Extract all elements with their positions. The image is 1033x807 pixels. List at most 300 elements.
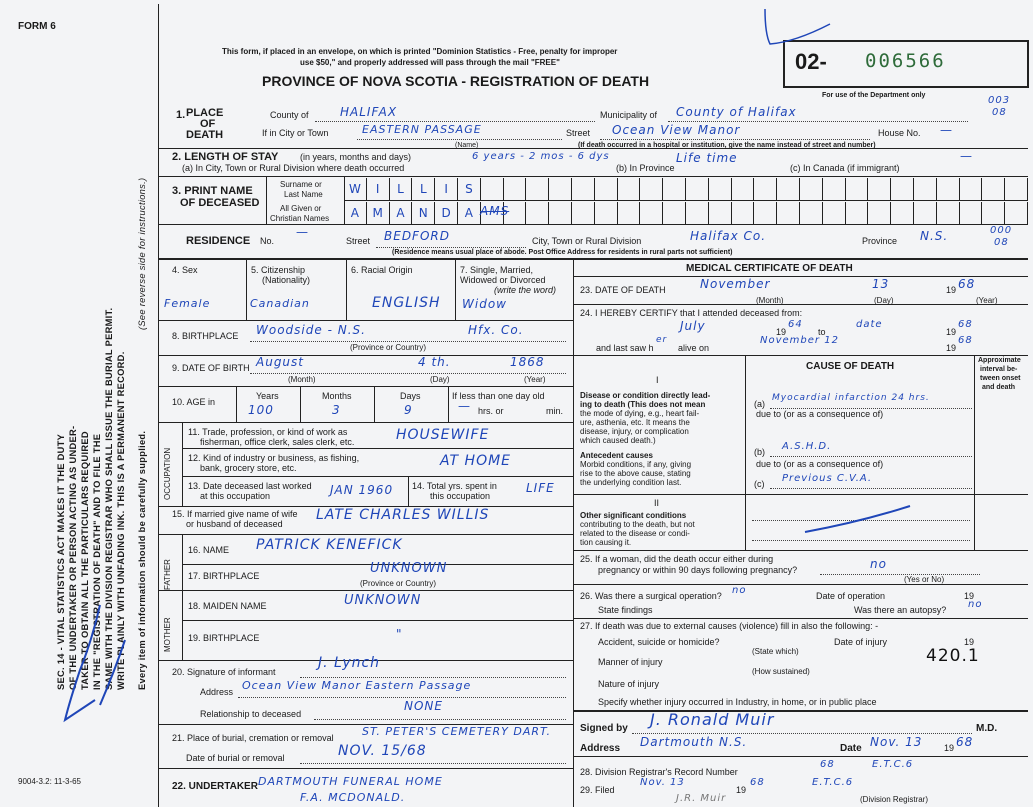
residence-label: RESIDENCE [186,235,251,247]
reg-number: 006566 [865,50,946,72]
occupation-value: HOUSEWIFE [396,427,490,443]
given-letter: A [464,206,473,220]
alive-yr: 68 [958,335,973,346]
age-years-label: Years [256,391,279,401]
surname-cell [640,178,663,200]
f1-death: DEATH [186,129,224,141]
given-letter: N [418,206,428,220]
res-city-label: City, Town or Rural Division [532,236,642,246]
f1-num: 1. [176,109,186,121]
roman-2: II [654,498,660,508]
father-vertical: FATHER [163,559,172,590]
age-sep3 [374,386,375,422]
f2b-label: (b) In Province [616,163,675,173]
f20a-line [300,677,566,678]
age-hrs-value: — [458,399,471,413]
rule-13 [158,590,573,591]
r47-sep1 [246,258,247,320]
occupation-vertical: OCCUPATION [163,447,172,500]
f2a-label: (a) In City, Town or Rural Division where death occurred [182,163,405,173]
f15a-label: 15. If married give name of wife [172,509,298,519]
surname-letter: I [375,182,380,196]
f12a-label: 12. Kind of industry or business, as fishing, [188,453,360,463]
surname-cell [412,178,435,200]
f2c-label: (c) In Canada (if immigrant) [790,163,900,173]
approx-3: tween onset [980,375,1021,382]
name-mid-rule [344,200,1028,201]
dob-month-note: (Month) [288,375,316,384]
reg-prefix: 02- [795,49,827,74]
house-no-label: House No. [878,128,921,138]
how-sustained-note: (How sustained) [752,667,810,676]
surname-cell [846,178,869,200]
antecedent-2: Morbid conditions, if any, giving [580,460,692,469]
total-years-value: LIFE [526,481,555,495]
surname-cell [526,178,549,200]
other-4: tion causing it. [580,538,632,547]
surname-cell [1005,178,1028,200]
center-divider [573,258,574,807]
given-cell [777,202,800,224]
rule-6 [158,386,573,387]
surname-cell [823,178,846,200]
mail-notice-1: This form, if placed in an envelope, on which is printed "Dominion Statistics - Free, penalty for improper [222,47,618,56]
f20b-label: Address [200,687,234,697]
county-line [315,121,595,122]
house-no-value: — [940,123,953,137]
f13b-label: at this occupation [200,491,271,501]
res-province-value: N.S. [920,229,949,243]
autopsy-value: no [968,599,983,610]
county-value: HALIFAX [340,105,398,119]
surname-cell [686,178,709,200]
given-cell [344,202,367,224]
f7-label: 7. Single, Married, [460,265,534,275]
surname-letter-boxes [344,178,1028,200]
f2-label: 2. LENGTH OF STAY [172,151,279,163]
sidebar-line-2: OF THE UNDERTAKER OR PERSON ACTING AS UNDER- [68,425,78,690]
given-cell [412,202,435,224]
sign-yr: 68 [956,735,974,749]
informant-address: Ocean View Manor Eastern Passage [242,679,472,692]
signed-line [632,733,972,734]
age-years-value: 100 [248,403,274,417]
f24-label: 24. I HEREBY CERTIFY that I attended deceased from: [580,308,803,318]
surname-cell [663,178,686,200]
given-cell [709,202,732,224]
racial-value: ENGLISH [372,295,441,311]
given-cell [390,202,413,224]
rule-8 [182,448,573,449]
cause-b-line [770,456,972,457]
given-cell [686,202,709,224]
relationship-value: NONE [404,699,443,713]
handwritten-mark [40,600,130,730]
less-day-hrs: hrs. or [478,406,504,416]
surname-cell [481,178,504,200]
surname-cell [435,178,458,200]
surname-letter: I [444,182,448,196]
f21a-label: 21. Place of burial, cremation or removal [172,733,334,743]
surname-cell [732,178,755,200]
name-small: (Name) [455,142,479,149]
surname-cell [982,178,1005,200]
f22-label: 22. UNDERTAKER [172,781,258,792]
pregnancy-value: no [870,557,887,571]
form-number: FORM 6 [18,21,56,32]
f14b-label: this occupation [430,491,491,501]
informant-signature: J. Lynch [318,655,381,671]
sidebar-line-8: (See reverse side for instructions.) [137,177,147,330]
burial-place-value: ST. PETER'S CEMETERY DART. [362,725,551,738]
given-letter-boxes [344,202,1028,224]
f20b-line [238,697,566,698]
sign-date: Nov. 13 [870,735,923,749]
age-sep4 [448,386,449,422]
given-cell [754,202,777,224]
city-town-label: If in City or Town [262,128,329,138]
date-label: Date [840,743,862,754]
stay-canada-value: — [960,149,973,163]
form-left-border [158,4,159,807]
attend-from: July [680,319,706,333]
occ-sep [182,422,183,506]
sidebar-line-4: IN THE "REGISTRATION OF DEATH" AND TO FILE THE [92,433,102,690]
death-day: 13 [872,277,890,291]
f27d-label: 19 [964,637,975,647]
surname-letter: W [348,182,361,196]
given-cell [549,202,572,224]
given-cell [732,202,755,224]
citizenship-value: Canadian [250,297,310,310]
dob-day: 4 th. [418,355,451,369]
surname-cell [891,178,914,200]
surname-cell [868,178,891,200]
signed-by-label: Signed by [580,723,628,734]
dob-year: 1868 [510,355,545,369]
less-day-label: If less than one day old [452,391,545,401]
cause-a4: ure, asthenia, etc. It means the [580,418,690,427]
dob-month: August [256,355,304,369]
f28-label: 28. Division Registrar's Record Number [580,767,738,777]
father-birth-value: UNKNOWN [370,561,448,576]
f26b-label: Date of operation [816,591,886,601]
given-cell [982,202,1005,224]
f23-label: 23. DATE OF DEATH [580,285,666,295]
mail-notice-2: use $50," and properly addressed will pass through the mail "FREE" [300,58,560,67]
f27a-label: 27. If death was due to external causes (violence) fill in also the following: - [580,621,879,631]
attend-from-yr: 64 [788,319,803,330]
f12b-label: bank, grocery store, etc. [200,463,297,473]
given-letter: A [396,206,405,220]
municipality-value: County of Halifax [676,105,797,119]
municipality-line [668,121,968,122]
res-city-value: Halifax Co. [690,229,767,243]
undertaker-name: F.A. MCDONALD. [300,791,406,804]
med-rule-6 [573,584,1028,585]
given-cell [800,202,823,224]
signer-address: Dartmouth N.S. [640,735,748,749]
hospital-note: (If death occurred in a hospital or institution, give the name instead of street and number) [578,142,876,149]
age-months-label: Months [322,391,352,401]
death-month-note: (Month) [756,296,784,305]
county-label: County of [270,110,309,120]
occ-sep2 [408,476,409,506]
city-town-value: EASTERN PASSAGE [362,123,482,136]
dob-day-note: (Day) [430,375,450,384]
other-conditions-strike [800,500,920,540]
surname-cell [572,178,595,200]
f8-line [250,341,566,342]
date19-label: 19 [944,743,955,753]
med-rule-2 [573,304,1028,305]
f20c-label: Relationship to deceased [200,709,302,719]
given-cell [458,202,481,224]
due-to-1: due to (or as a consequence of) [756,409,884,419]
given-letter: D [441,206,451,220]
f2-note: (in years, months and days) [300,152,412,162]
f24-19b: 19 [946,327,957,337]
dept-code-1b: 08 [992,107,1007,118]
r47-sep3 [455,258,456,320]
record-no: 68 [820,759,835,770]
father-name-value: PATRICK KENEFICK [256,537,403,553]
stay-province-value: Life time [676,151,738,165]
f24-alive: alive on [678,343,710,353]
given-struck-out: AMS [480,204,510,218]
dept-use-label: For use of the Department only [822,92,926,99]
f8-note: (Province or Country) [350,343,427,352]
age-months-value: 3 [332,403,341,417]
f29-label: 29. Filed [580,785,615,795]
surname-letter: L [397,182,404,196]
dept-code-2: 000 [990,225,1013,236]
mother-maiden-value: UNKNOWN [344,593,422,608]
f25b-label: pregnancy or within 90 days following pregnancy? [598,565,798,575]
last-worked-value: JAN 1960 [330,483,394,497]
cause-b-value: A.S.H.D. [782,441,832,452]
cause-a1: Disease or condition directly lead- [580,391,711,400]
f5b-label: (Nationality) [262,275,311,285]
street-line [600,139,870,140]
f6-label: 6. Racial Origin [351,265,413,275]
f9-line [250,373,566,374]
given-label: All Given or [280,204,322,213]
surname-cell [914,178,937,200]
surname-cell [618,178,641,200]
surname-cell [367,178,390,200]
cause-a6: which caused death.) [580,436,656,445]
address-label: Address [580,743,621,754]
filed-registrar: E.T.C.6 [812,777,854,788]
f1-of: OF [200,118,216,130]
cause-c-value: Previous C.V.A. [782,473,873,484]
cause-title: CAUSE OF DEATH [806,361,895,372]
specify-label: Specify whether injury occurred in Industry, in home, or in public place [598,697,877,707]
given-cell [595,202,618,224]
res-street-value: BEDFORD [384,229,450,243]
res-note: (Residence means usual place of abode. Post Office Address for residents in rural parts not sufficient) [392,249,733,256]
last-name-label: Last Name [284,190,323,199]
roman-1: I [656,375,659,385]
surname-letter: S [465,182,473,196]
surname-cell [709,178,732,200]
marital-value: Widow [462,297,507,311]
form-title: PROVINCE OF NOVA SCOTIA - REGISTRATION OF DEATH [262,73,650,89]
f21b-label: Date of burial or removal [186,753,285,763]
res-province-label: Province [862,236,898,246]
sidebar-line-6: WRITE PLAINLY WITH UNFADING INK. THIS IS A PERMANENT RECORD. [116,351,126,690]
f25a-label: 25. If a woman, did the death occur either during [580,554,774,564]
div-reg-note: (Division Registrar) [860,795,929,804]
f17-label: 17. BIRTHPLACE [188,571,260,581]
med-rule-4 [573,494,1028,495]
f5-label: 5. Citizenship [251,265,306,275]
cause-sep-1 [745,355,746,550]
given-cell [891,202,914,224]
f3b-label: OF DECEASED [180,197,260,209]
f26d-label: State findings [598,605,653,615]
given-cell [960,202,983,224]
f20a-label: 20. Signature of informant [172,667,276,677]
given-cell [823,202,846,224]
f13a-label: 13. Date deceased last worked [188,481,312,491]
surname-label: Surname or [280,180,322,189]
rule-11 [158,534,573,535]
given-cell [846,202,869,224]
saw-hk: er [656,335,668,345]
f27c-label: Date of injury [834,637,888,647]
street-value: Ocean View Manor [612,123,741,137]
stay-city-value: 6 years - 2 mos - 6 dys [472,151,610,162]
med-rule-5 [573,550,1028,551]
f7c-label: (write the word) [494,285,557,295]
f14a-label: 14. Total yrs. spent in [412,481,497,491]
res-street-label: Street [346,236,371,246]
f8-label: 8. BIRTHPLACE [172,331,239,341]
birth-county-value: Hfx. Co. [468,323,524,337]
f26c-label: 19 [964,591,975,601]
age-sep1 [236,386,237,422]
given-cell [367,202,390,224]
dept-code-2b: 08 [994,237,1009,248]
cause-a5: disease, injury, or complication [580,427,689,436]
f24-to: to [818,327,826,337]
res-no-value: — [296,225,309,239]
surname-cell [549,178,572,200]
record-suffix: E.T.C.6 [872,759,914,770]
f7b-label: Widowed or Divorced [460,275,546,285]
yes-no-note: (Yes or No) [904,575,945,584]
sidebar-line-1: SEC. 14 - VITAL STATISTICS ACT MAKES IT THE DUTY [56,433,66,690]
other-1: Other significant conditions [580,511,687,520]
f10-label: 10. AGE in [172,397,216,407]
surname-cell [458,178,481,200]
surname-cell [390,178,413,200]
f27b-label: Accident, suicide or homicide? [598,637,720,647]
spouse-value: LATE CHARLES WILLIS [316,507,490,523]
rule-7 [158,422,573,423]
f3-label: 3. PRINT NAME [172,185,253,197]
surname-cell [754,178,777,200]
antecedent-4: the underlying condition last. [580,478,682,487]
f18-label: 18. MAIDEN NAME [188,601,267,611]
death-month: November [700,277,771,291]
cause-b-label: (b) [754,447,765,457]
other-line-2 [752,540,970,541]
given-cell [937,202,960,224]
sidebar-line-5: SAME WITH THE DIVISION REGISTRAR WHO SHALL ISSUE THE BURIAL PERMIT. [104,307,114,690]
mother-vertical: MOTHER [163,617,172,652]
death-year: 68 [958,277,976,291]
surname-cell [595,178,618,200]
sidebar-line-3: TAKER TO OBTAIN ALL THE PARTICULARS REQUIRED [80,431,90,690]
sex-value: Female [164,297,211,310]
f25-line [820,574,980,575]
med-title: MEDICAL CERTIFICATE OF DEATH [686,263,853,274]
given-cell [618,202,641,224]
f9-label: 9. DATE OF BIRTH [172,363,250,373]
md-label: M.D. [976,723,998,734]
cause-a3: the mode of dying, e.g., heart fail- [580,409,700,418]
age-days-value: 9 [404,403,413,417]
given-cell [1005,202,1028,224]
city-line [357,139,562,140]
cause-sep-2 [974,355,975,550]
sidebar-line-7: Every item of information should be carefully supplied. [137,430,147,690]
less-day-min: min. [546,406,564,416]
surname-cell [800,178,823,200]
other-3: related to the disease or condi- [580,529,690,538]
f24-19c: 19 [946,343,957,353]
given-letter: A [350,206,359,220]
approx-2: interval be- [980,366,1018,373]
bottom-initials: J.R. Muir [676,793,727,804]
rule-9 [182,476,573,477]
given-cell [526,202,549,224]
surname-letter: L [419,182,427,196]
surname-cell [504,178,527,200]
med-rule-3 [573,355,1028,356]
f1-place: PLACE [186,107,224,119]
rule-14 [182,620,573,621]
given-cell [914,202,937,224]
approx-4: and death [982,384,1016,391]
rule-17 [158,768,573,769]
given-cell [435,202,458,224]
cause-a-value: Myocardial infarction 24 hrs. [772,393,930,403]
given-cell [868,202,891,224]
res-street-line [376,247,526,248]
attend-to: date [856,319,883,330]
municipality-label: Municipality of [600,110,658,120]
industry-value: AT HOME [440,453,512,469]
death-year-note: (Year) [976,296,998,305]
due-to-2: due to (or as a consequence of) [756,459,884,469]
rule-1 [158,148,1028,149]
nature-label: Nature of injury [598,679,660,689]
dept-code-1: 003 [988,95,1011,106]
f20c-line [314,719,566,720]
given-letter: M [372,206,383,220]
surname-cell [937,178,960,200]
f11b-label: fisherman, office clerk, sales clerk, etc. [200,437,355,447]
rule-3 [158,258,1028,260]
cause-c-line [770,488,972,489]
death-day-note: (Day) [874,296,894,305]
surname-cell [777,178,800,200]
antecedent-1: Antecedent causes [580,451,653,460]
